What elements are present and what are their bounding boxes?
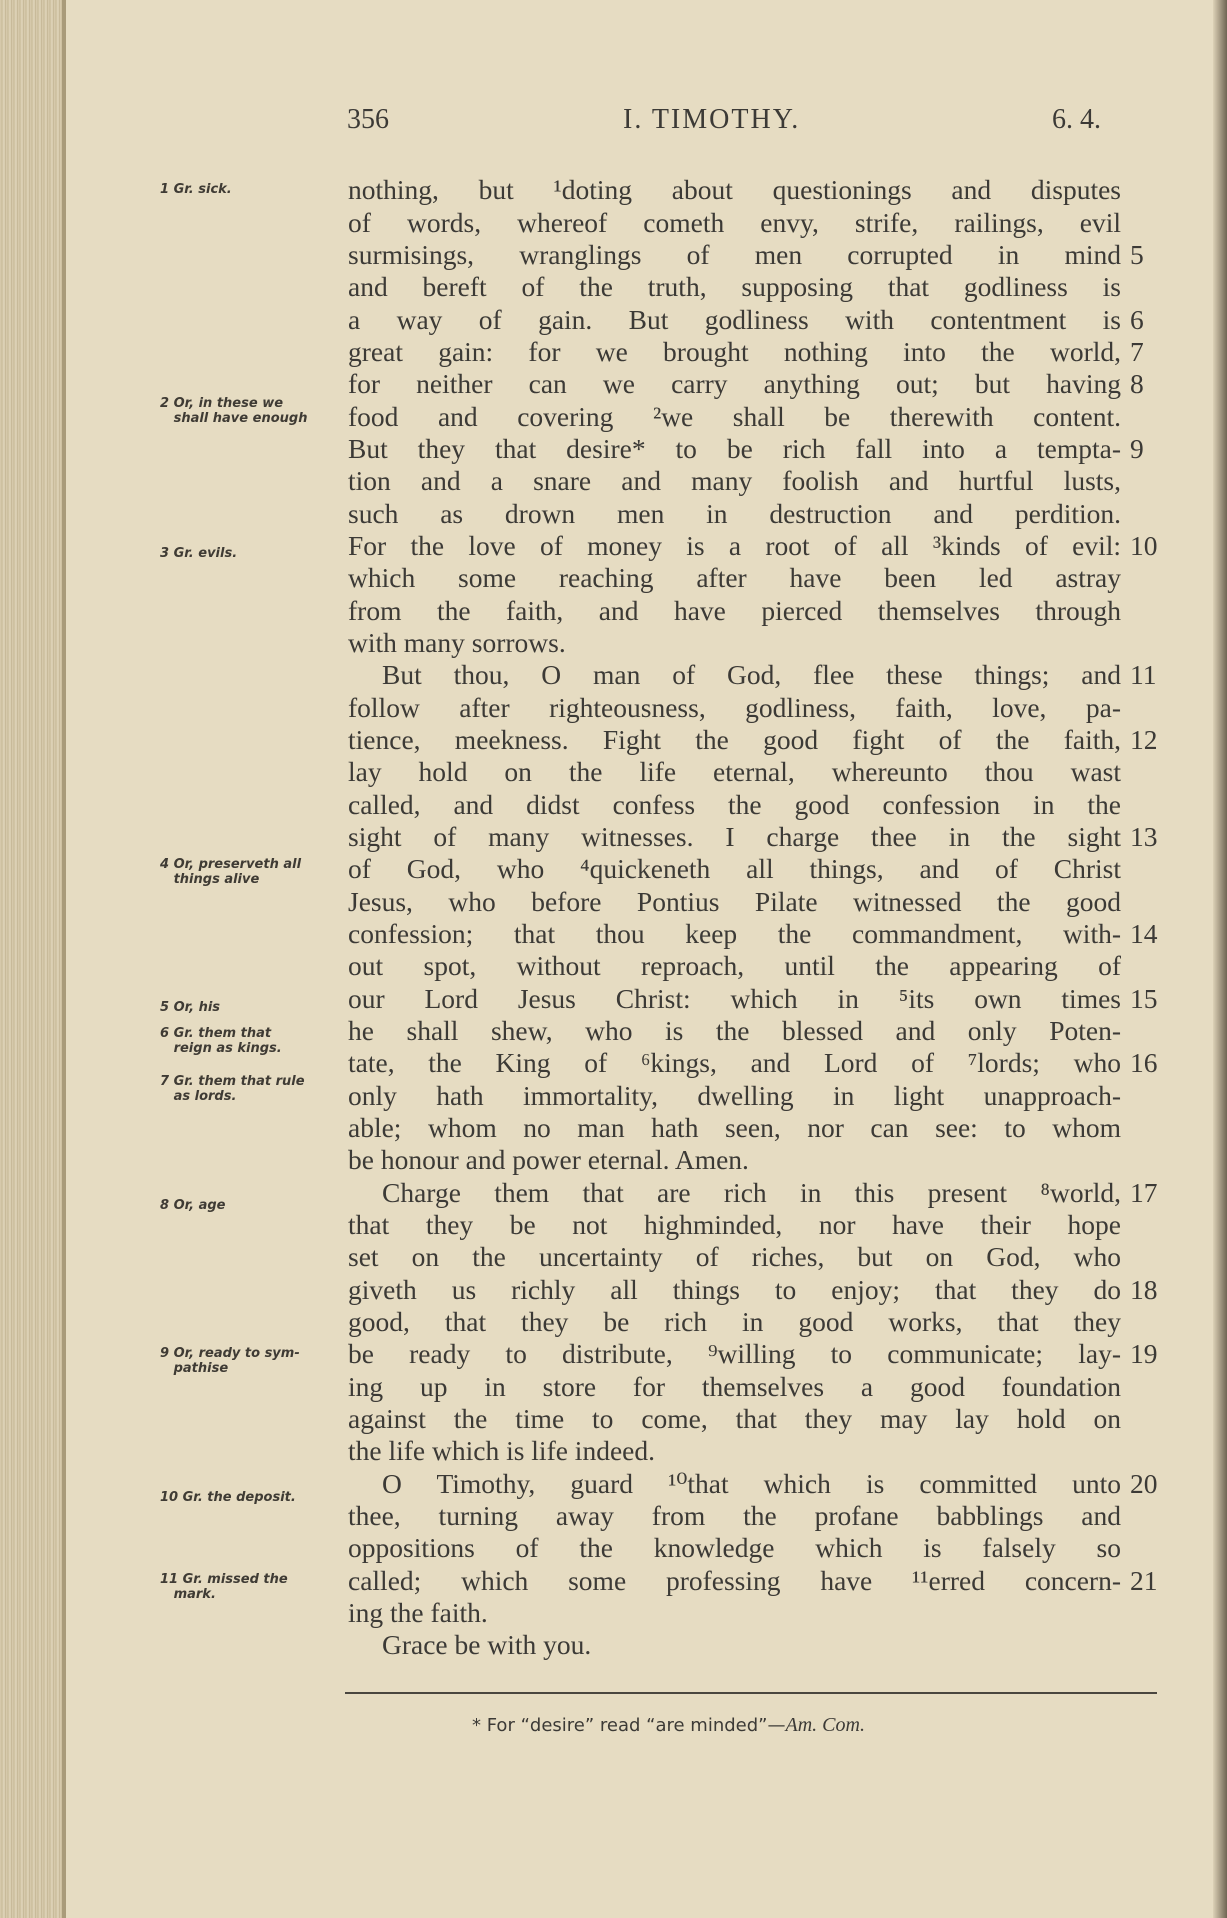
text-line: that they be not highminded, nor have their hope (348, 1209, 1121, 1240)
text-line: out spot, without reproach, until the appearing of (348, 950, 1121, 981)
text-line: For the love of money is a root of all ³kinds of evil: (348, 530, 1121, 561)
text-line: good, that they be rich in good works, that they (348, 1306, 1121, 1337)
margin-note-4: 4 Or, preserveth all things alive (160, 857, 302, 887)
text-line: able; whom no man hath seen, nor can see: to whom (348, 1112, 1121, 1143)
text-line: Charge them that are rich in this present ⁸world, (382, 1177, 1121, 1208)
footnote (472, 1714, 865, 1737)
text-line: with many sorrows. (348, 627, 566, 658)
verse-number: 16 (1130, 1047, 1158, 1078)
text-line: surmisings, wranglings of men corrupted in mind (348, 239, 1121, 270)
verse-number: 15 (1130, 983, 1158, 1014)
text-line: sight of many witnesses. I charge thee in the sight (348, 821, 1121, 852)
text-line: which some reaching after have been led astray (348, 562, 1121, 593)
text-line: great gain: for we brought nothing into the world, (348, 336, 1121, 367)
text-line: the life which is life indeed. (348, 1435, 655, 1466)
text-line: lay hold on the life eternal, whereunto thou wast (348, 756, 1121, 787)
verse-number: 5 (1130, 239, 1144, 270)
text-line: be ready to distribute, ⁹willing to communicate; lay- (348, 1338, 1121, 1369)
text-line: such as drown men in destruction and perdition. (348, 498, 1121, 529)
text-line: a way of gain. But godliness with contentment is (348, 304, 1121, 335)
margin-note-8: 8 Or, age (160, 1198, 226, 1213)
margin-note-11: 11 Gr. missed the mark. (160, 1572, 288, 1602)
text-line: Grace be with you. (382, 1629, 592, 1660)
text-line: from the faith, and have pierced themselves through (348, 595, 1121, 626)
verse-number: 20 (1130, 1468, 1158, 1499)
verse-number: 17 (1130, 1177, 1158, 1208)
footnote-text: * For “desire” read “are minded”— (472, 1715, 786, 1736)
text-line: only hath immortality, dwelling in light unapproach- (348, 1080, 1121, 1111)
chapter-reference: 6. 4. (1052, 104, 1101, 135)
text-line: thee, turning away from the profane babblings and (348, 1500, 1121, 1531)
text-line: of words, whereof cometh envy, strife, railings, evil (348, 207, 1121, 238)
text-line: food and covering ²we shall be therewith content. (348, 401, 1121, 432)
running-header (0, 104, 1227, 144)
verse-number: 18 (1130, 1274, 1158, 1305)
text-line: Jesus, who before Pontius Pilate witnessed the good (348, 886, 1121, 917)
page-number: 356 (347, 104, 389, 135)
margin-note-3: 3 Gr. evils. (160, 546, 238, 561)
text-line: ing the faith. (348, 1597, 488, 1628)
text-line: O Timothy, guard ¹⁰that which is committed unto (382, 1468, 1121, 1499)
margin-note-2: 2 Or, in these we shall have enough (160, 396, 308, 426)
text-line: against the time to come, that they may lay hold on (348, 1403, 1121, 1434)
text-line: called; which some professing have ¹¹erred concern- (348, 1565, 1121, 1596)
text-line: giveth us richly all things to enjoy; that they do (348, 1274, 1121, 1305)
verse-number: 14 (1130, 918, 1158, 949)
verse-number: 13 (1130, 821, 1158, 852)
text-line: ing up in store for themselves a good foundation (348, 1371, 1121, 1402)
verse-number: 19 (1130, 1338, 1158, 1369)
margin-note-9: 9 Or, ready to sym- pathise (160, 1346, 300, 1376)
text-line: nothing, but ¹doting about questionings and disputes (348, 174, 1121, 205)
margin-note-1: 1 Gr. sick. (160, 182, 232, 197)
verse-number: 11 (1130, 659, 1157, 690)
margin-note-5: 5 Or, his (160, 1000, 221, 1015)
text-line: he shall shew, who is the blessed and only Poten- (348, 1015, 1121, 1046)
text-line: be honour and power eternal. Amen. (348, 1144, 749, 1175)
text-line: tion and a snare and many foolish and hurtful lusts, (348, 465, 1121, 496)
text-line: follow after righteousness, godliness, faith, love, pa- (348, 692, 1121, 723)
verse-number: 6 (1130, 304, 1144, 335)
margin-note-10: 10 Gr. the deposit. (160, 1490, 296, 1505)
text-line: tience, meekness. Fight the good fight of the faith, (348, 724, 1121, 755)
verse-number: 21 (1130, 1565, 1158, 1596)
text-line: tate, the King of ⁶kings, and Lord of ⁷lords; who (348, 1047, 1121, 1078)
footnote-source: Am. Com. (785, 1714, 865, 1736)
footnote-divider (345, 1692, 1157, 1694)
margin-note-6: 6 Gr. them that reign as kings. (160, 1026, 282, 1056)
book-title: I. TIMOTHY. (623, 104, 801, 135)
text-line: of God, who ⁴quickeneth all things, and of Christ (348, 853, 1121, 884)
margin-note-7: 7 Gr. them that rule as lords. (160, 1074, 305, 1104)
text-line: confession; that thou keep the commandment, with- (348, 918, 1121, 949)
text-line: for neither can we carry anything out; but having (348, 368, 1121, 399)
text-line: our Lord Jesus Christ: which in ⁵its own times (348, 983, 1121, 1014)
text-line: oppositions of the knowledge which is falsely so (348, 1532, 1121, 1563)
text-line: called, and didst confess the good confession in the (348, 789, 1121, 820)
book-page-edges (0, 0, 62, 1918)
verse-number: 9 (1130, 433, 1144, 464)
text-line: and bereft of the truth, supposing that godliness is (348, 271, 1121, 302)
text-line: But thou, O man of God, flee these things; and (382, 659, 1121, 690)
book-gutter-shadow (1213, 0, 1227, 1918)
verse-number: 7 (1130, 336, 1144, 367)
text-line: set on the uncertainty of riches, but on God, who (348, 1241, 1121, 1272)
verse-number: 8 (1130, 368, 1144, 399)
text-line: But they that desire* to be rich fall into a tempta- (348, 433, 1121, 464)
verse-number: 10 (1130, 530, 1158, 561)
verse-number: 12 (1130, 724, 1158, 755)
